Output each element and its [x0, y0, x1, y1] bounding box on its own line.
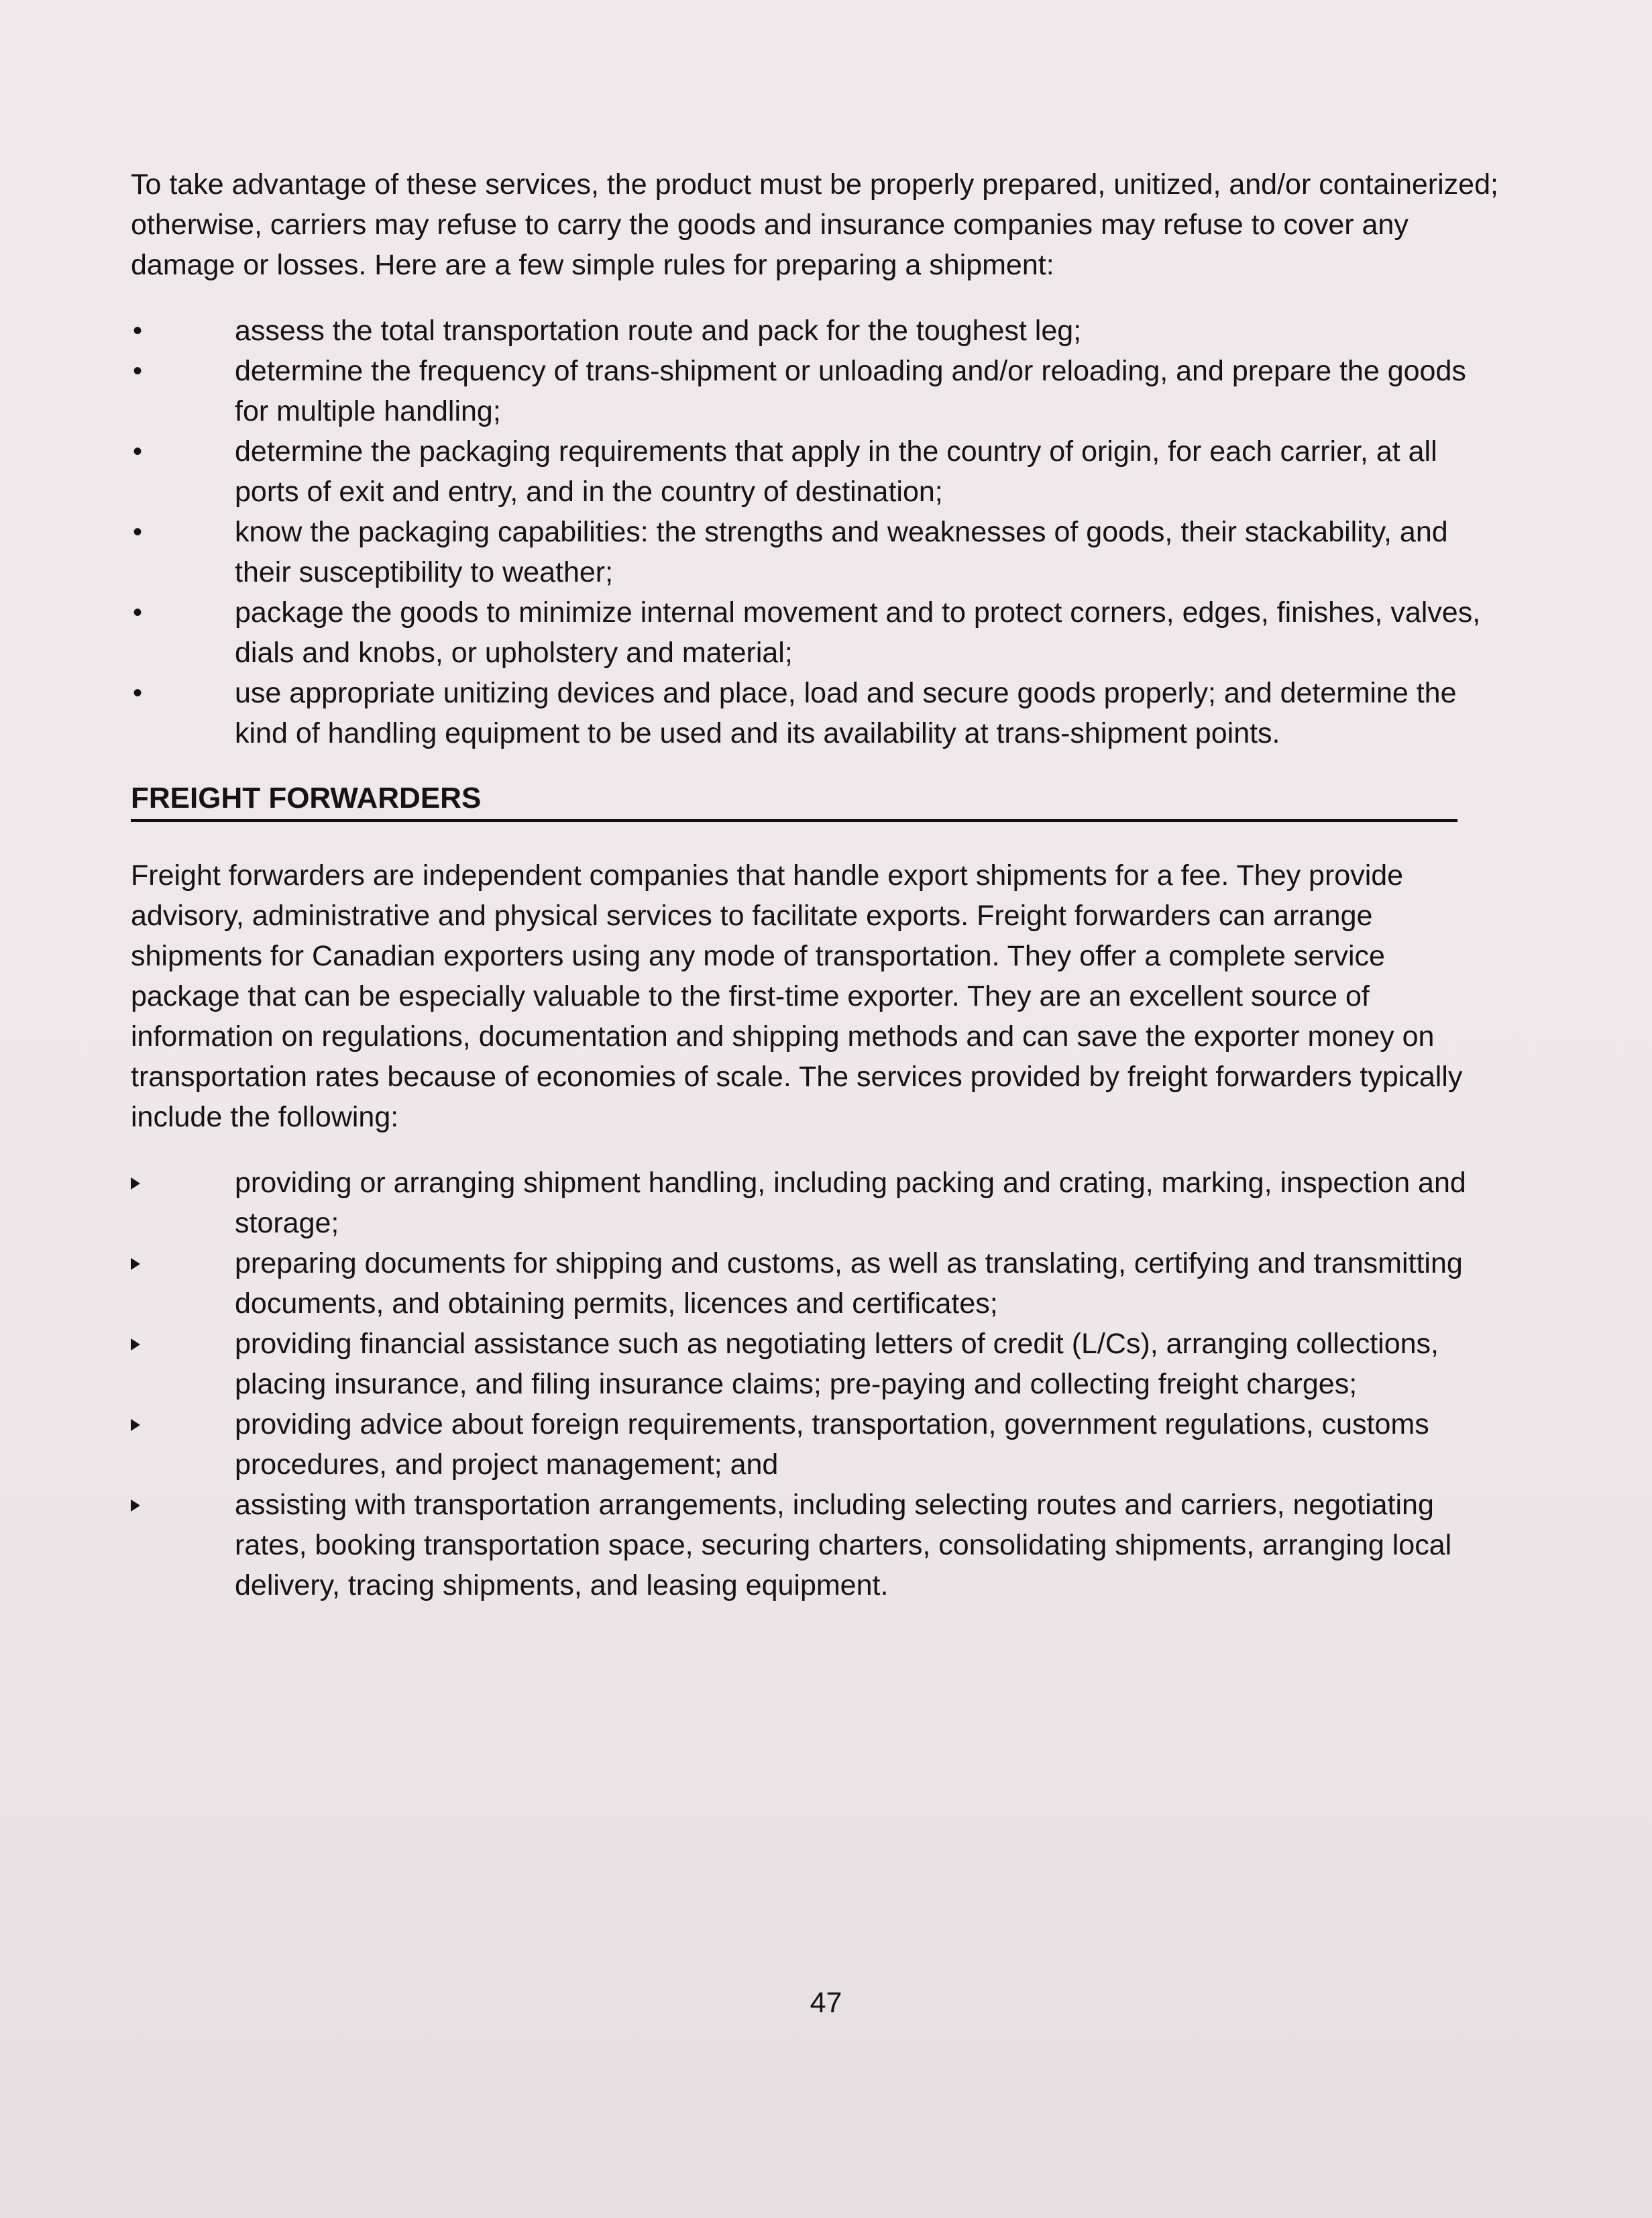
forwarder-services-list [131, 1163, 1499, 1605]
list-item-text: providing financial assistance such as negotiating letters of credit (L/Cs), arranging collections, placing insurance, and filing insurance claims; pre-paying and collecting freight charges; [235, 1328, 1439, 1400]
list-item [131, 592, 1499, 673]
list-item [131, 311, 1499, 351]
list-item-text: assess the total transportation route and pack for the toughest leg; [235, 315, 1082, 347]
list-item [131, 1163, 1499, 1243]
list-item-text: use appropriate unitizing devices and place, load and secure goods properly; and determine the kind of handling equipment to be used and its availability at trans-shipment points. [235, 677, 1457, 749]
list-item [131, 673, 1499, 753]
triangle-bullet-icon [131, 1177, 140, 1190]
list-item-text: assisting with transportation arrangements, including selecting routes and carriers, negotiating rates, booking transportation space, securing charters, consolidating shipments, arranging local delivery, tracing shipments, and leasing equipment. [235, 1489, 1452, 1601]
list-item [131, 1404, 1499, 1485]
forwarders-paragraph: Freight forwarders are independent companies that handle export shipments for a fee. They provide advisory, administrative and physical services to facilitate exports. Freight forwarders can arrange shipments for Canadian exporters using any mode of transportation. They offer a complete service package that can be especially valuable to the first-time exporter. They are an excellent source of information on regulations, documentation and shipping methods and can save the exporter money on transportation rates because of economies of scale. The services provided by freight forwarders typically include the following: [131, 859, 1463, 1133]
intro-paragraph: To take advantage of these services, the product must be properly prepared, unitized, and/or containerized; otherwise, carriers may refuse to carry the goods and insurance companies may refuse to cover any damage or losses. Here are a few simple rules for preparing a shipment: [131, 168, 1498, 281]
shipment-rules-list [131, 311, 1499, 753]
bullet-icon: • [132, 678, 142, 708]
list-item-text: determine the packaging requirements that apply in the country of origin, for each carrier, at all ports of exit and entry, and in the country of destination; [235, 435, 1437, 508]
list-item [131, 1324, 1499, 1404]
triangle-bullet-icon [131, 1338, 140, 1351]
list-item-text: providing advice about foreign requirements, transportation, government regulations, customs procedures, and project management; and [235, 1408, 1429, 1481]
bullet-icon: • [132, 356, 142, 386]
page-number: 47 [810, 1987, 842, 2019]
list-item-text: know the packaging capabilities: the strengths and weaknesses of goods, their stackability, and their susceptibility to weather; [235, 516, 1448, 588]
triangle-bullet-icon [131, 1258, 140, 1270]
section-heading: FREIGHT FORWARDERS [131, 779, 1457, 822]
list-item [131, 351, 1499, 431]
bullet-icon: • [132, 437, 142, 466]
bullet-icon: • [132, 517, 142, 547]
list-item-text: determine the frequency of trans-shipment or unloading and/or reloading, and prepare the goods for multiple handling; [235, 355, 1466, 427]
list-item [131, 431, 1499, 512]
list-item [131, 512, 1499, 592]
list-item [131, 1243, 1499, 1324]
list-item [131, 1485, 1499, 1605]
list-item-text: preparing documents for shipping and customs, as well as translating, certifying and transmitting documents, and obtaining permits, licences and certificates; [235, 1247, 1463, 1320]
triangle-bullet-icon [131, 1499, 140, 1512]
list-item-text: providing or arranging shipment handling, including packing and crating, marking, inspection and storage; [235, 1167, 1466, 1239]
bullet-icon: • [132, 598, 142, 627]
triangle-bullet-icon [131, 1419, 140, 1431]
bullet-icon: • [132, 316, 142, 346]
list-item-text: package the goods to minimize internal movement and to protect corners, edges, finishes, valves, dials and knobs, or upholstery and material; [235, 596, 1481, 669]
page-content [131, 164, 1499, 1605]
